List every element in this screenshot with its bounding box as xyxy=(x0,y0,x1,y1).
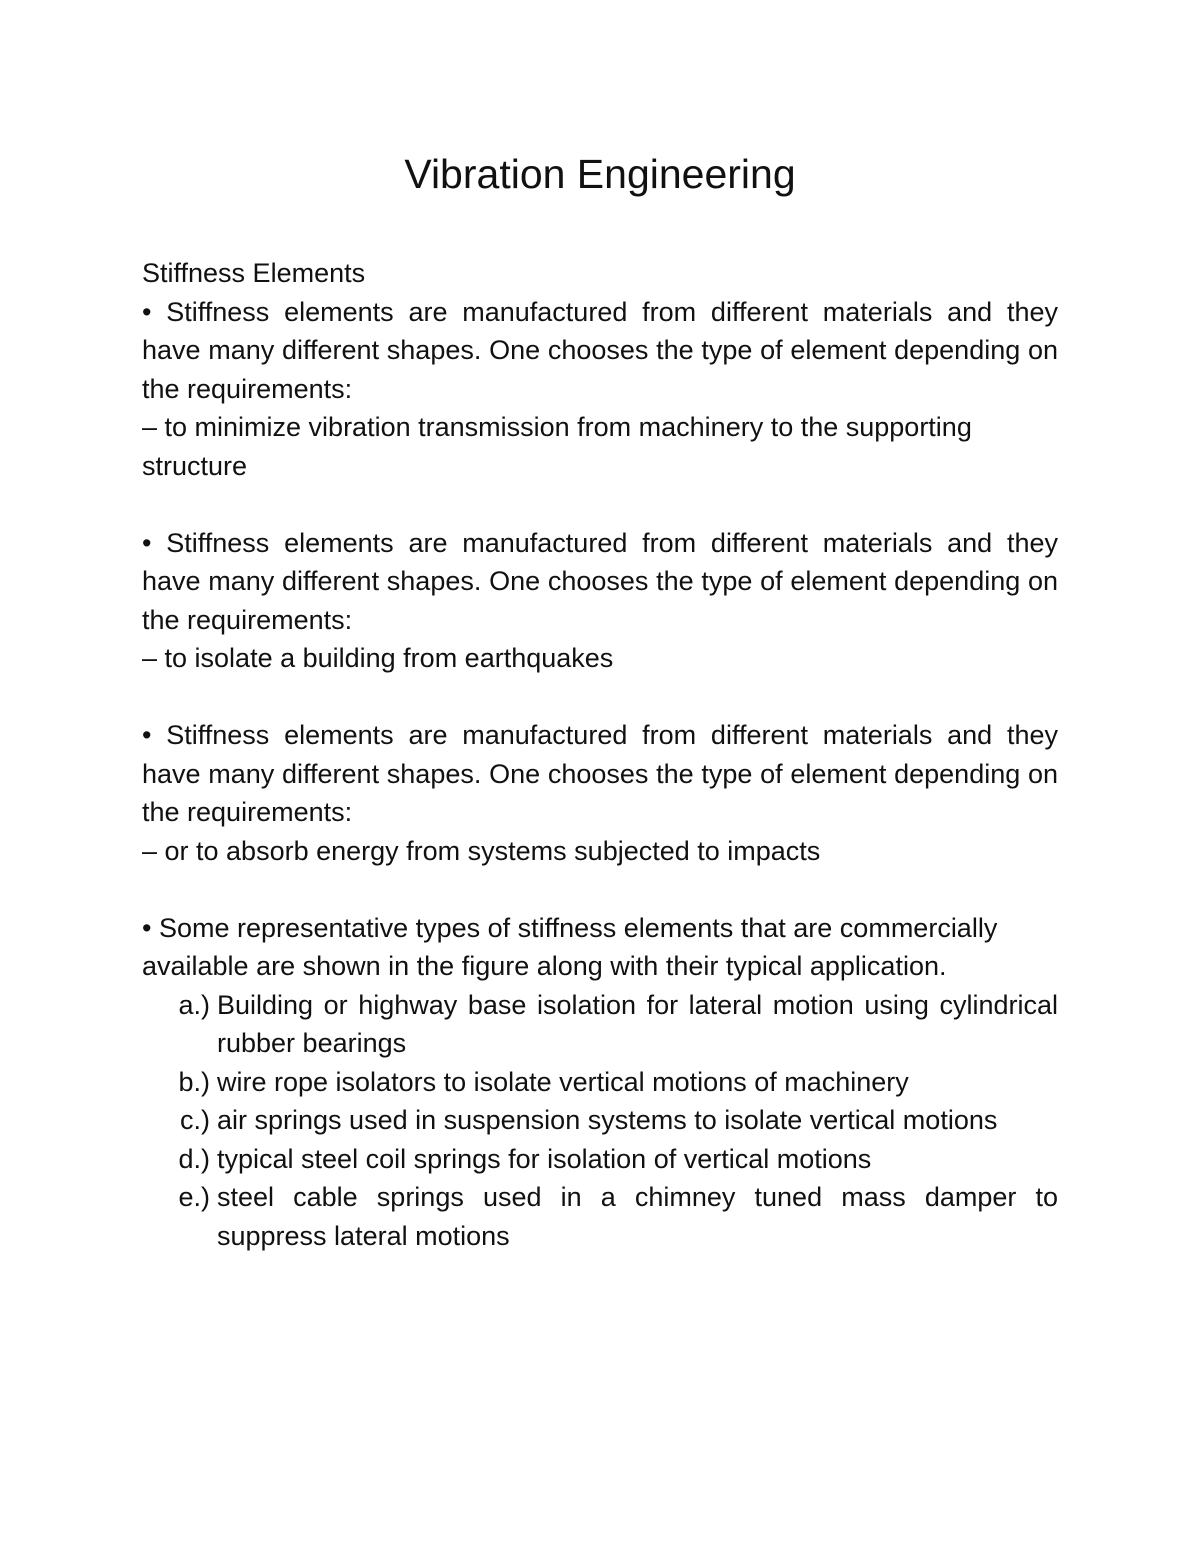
application-list xyxy=(142,986,1058,1256)
list-item-text: typical steel coil springs for isolation of vertical motions xyxy=(217,1143,872,1174)
list-item-e xyxy=(142,1178,1058,1255)
paragraph-spacer xyxy=(142,485,1058,524)
list-item-c xyxy=(142,1101,1058,1140)
list-item-text: wire rope isolators to isolate vertical motions of machinery xyxy=(217,1066,909,1097)
list-marker: d.) xyxy=(178,1143,210,1174)
paragraph-1-text: • Stiffness elements are manufactured from different materials and they have many different shapes. One chooses the type of element depending on the requirements: xyxy=(142,296,1058,404)
section-heading: Stiffness Elements xyxy=(142,258,366,288)
paragraph-3-text: • Stiffness elements are manufactured from different materials and they have many different shapes. One chooses the type of element depending on the requirements: xyxy=(142,720,1058,827)
list-item-text: Building or highway base isolation for lateral motion using cylindrical rubber bearings xyxy=(217,989,1058,1058)
paragraph-2-requirement: – to isolate a building from earthquakes xyxy=(142,643,614,673)
list-marker: e.) xyxy=(178,1182,210,1212)
list-marker: b.) xyxy=(178,1066,210,1097)
list-item-b xyxy=(142,1063,1058,1102)
summary-paragraph: • Some representative types of stiffness elements that are commercially available are shown in the figure along with their typical application. xyxy=(142,912,998,981)
list-item-d xyxy=(142,1140,1058,1179)
paragraph-1-requirement: – to minimize vibration transmission from machinery to the supporting structure xyxy=(142,412,972,481)
list-item-text: air springs used in suspension systems to isolate vertical motions xyxy=(217,1105,998,1135)
paragraph-spacer xyxy=(142,678,1058,717)
document-body xyxy=(142,254,1058,1255)
document-title: Vibration Engineering xyxy=(404,151,796,197)
paragraph-3-requirement: – or to absorb energy from systems subjected to impacts xyxy=(142,835,821,866)
list-marker: c.) xyxy=(180,1105,210,1135)
paragraph-2-text: • Stiffness elements are manufactured from different materials and they have many different shapes. One chooses the type of element depending on the requirements: xyxy=(142,527,1058,635)
list-marker: a.) xyxy=(178,989,210,1020)
paragraph-spacer xyxy=(142,870,1058,909)
list-item-a xyxy=(142,986,1058,1063)
list-item-text: steel cable springs used in a chimney tuned mass damper to suppress lateral motions xyxy=(217,1182,1058,1251)
